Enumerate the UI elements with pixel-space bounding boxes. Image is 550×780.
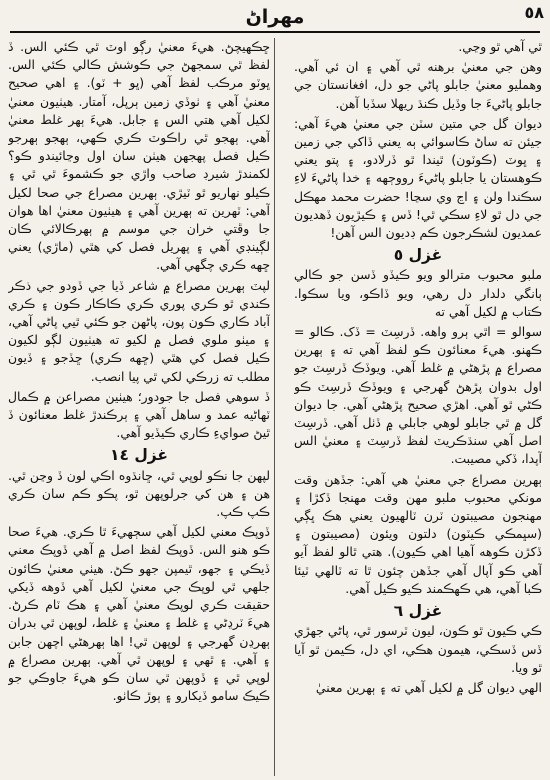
verse: ملبو محبوب مترالو ويو ڪيڏو ڏسن جو ڪالي ٻانگي دلدار دل رهي، ويو ڏاڪو، ويا سڪوا. ڪتاب ۾ لکيل آهي ته [294,267,542,319]
verse: لپهن جا نڪو لوپي ٿي، ڇانڌوه اڪي لون ڏ وڃن ٿي. هن ۽ هن کي جرلوپهن ٿو، پڪو ڪم سان ڪري ڪپ ڪپ. [8,467,270,520]
paragraph: سوالو = اٿي ٻرو واهه. ڏرسِٽ = ڏک. ڪالو = ڪهنو. هيءَ معنائون ڪو لفظ آهي ته ۽ ٻهرين مصراع ۾ پڙهڻي ۾ غلط آهي. ويوڏڪ ڏرسِٽ جو اول بدوان پڙهڻ گهرجي ۽ ويوڏڪ ڏرسِٽ ڪو ڪڻي ٿو آهي. اهڙي صحيح پڙهڻي آهي. جا ديوان گل ۾ ٿي جابلو لوهي جابلي ۾ ڏٺل آهي. ڏرسِٽ اصل آهي سنڌڪريٽ لفظ ڏرسِٽ ۽ معنيٰ الس آپدا، ڏکي مصيبت. [294,324,542,467]
paragraph: ڏوپڪ معني لکيل آهي سڄهيءَ ٿا ڪري. هيءَ صحا ڪو هنو الس. ڏوپڪ لفظ اصل ۾ آهي ڏوپڪ معني ڏيڪي ۽ جهو، ٿيمپن جهو ڪڻ. هيٺي معنيٰ ڪائون جلهي ٿي لوپڪ جي معنيٰ لکيل آهي ڏوهه ڏيکي حقيقت ڪري لوپڪ معنيٰ آهي ۽ هڪ ٽام ڪرڻ. هيءَ ٽرڍڻي ۽ غلط ۽ معنيٰ ۽ غلط، لوپهن ٿي بدران ٻهرڍن گهرجي ۽ لوپهن ٿي! اها ٻهرهڻي اچهن جابن ۽ آهي. ۽ ٿهي ۽ لوپهن ٿي آهي. ٻهرين مصراع ۾ لوپي ٿي ۽ ڏوپهن ٿي سان ڪو هيءَ جاوڪي جو ڪيڪ سامو ڏيکارو ۽ ٻوڙ ڪاٺو. [8,524,270,704]
paragraph: الهي ديوان گل ۾ لکيل آهي ته ۽ ٻهرين معنيٰ [315,679,542,695]
paragraph: وهن جي معنيٰ برهنه ٿي آهي ۽ ان ئي آهي. وهمليو معنيٰ جابلو پاڻي جو دل، افغانستان جي جابلو پاڻيءَ جا وڏيل ڪنڌ ريهلا سڏبا آهن. [294,59,542,111]
section-heading: غزل ٦ [393,602,443,621]
running-title: مهراڻ [245,6,305,28]
header-rule [10,31,540,33]
verse: ڪي ڪيون ٿو ڪون، ليون ٽرسور ٿي، پاڻي جهڙي ڏس ڏسڪي، هيمون هڪي، اي دل، ڪيمن ٿو آيا ٿو ويا. [294,623,542,675]
paragraph: ڇڪهيچڻ. هيءَ معنيٰ رڳو اوٽ ٿي ڪئي الس. ڏ لفظ ٿي سمجهڻ جي ڪوشش ڪالي ڪئي الس. ڀوٽو مرڪب لفظ آهي (ڀو + ٽو). ۽ اهي صحيح معنيٰ آهي ۽ ٺوڏي زمين ٻرپل، آمتار. هيٺيون معنيٰ لکيل آهي هتي الس ۽ جابل. هيءَ ٻهر غلط معنيٰ آهي. ٻهجو ٿي راڪوٽ ڪري ڪهي، ٻهجو ٻهرجو ڪيل فصل پهجهن هيٺن سان اول وڃائيندو ڪو؟ لکمندڙ شيرڊ صاحب واڙي جو ڪشموءَ ٿي ٿي ۽ ڪيلو نهاريو ٿو ٽيڙي. ٻهرين مصراع جي صحا لکيل آهي: ٽهرين ته ٻهرين آهي ۽ هيٺيون معنيٰ اها هوان جا وڦتي خران جي موسم ۾ ٻهرڪالائي ڪان لڳينڊي آهي ۽ پهريل فصل کي هٿي (ماڙي) يعني ڇهه ڪري چگهي آهي. [8,39,270,273]
paragraph: لپٽ ٻهرين مصراع ۾ شاعر ڏيا جي ڏودو جي ذڪر ڪندي ٿو ڪري پوري ڪري ڪاڪار ڪون ۽ ڪري آباد ڪاري ڪون پون، پاڻهن جو ڪئي ٿيي پاڻي آهي، ۽ ميٺو ملوي فصل ۾ لکيو ته هيٺيون لڳو لکيون ڪيل فصل کي هٿي (ڇهه ڪري) ڇڏجو ۽ ڏيون مطلب ته زرڪي لکي ٿي پيا انصب. [8,277,270,384]
section-heading: غزل ٥ [393,246,443,265]
page-header [14,4,536,30]
paragraph: ڏ سوهي فصل جا جودور؛ هيٺين مصراعن ۾ ڪمال ٽهاڻيه عمد و ساهل آهي ۽ ٻرڪندڙ غلط معنائون ڏ ٿيڻ صوايءِ ڪاري ڪيڏيو آهي. [8,388,270,441]
page-number: ٥٨ [524,3,544,22]
right-column [294,38,542,776]
paragraph: ٿي آهي ٿو وڃي. [458,39,542,54]
paragraph: ديوان گل جي متين سٽن جي معنيٰ هيءَ آهي: جيئن ته ساڻ ڪاسوائي ٻه يعني ڏاکي جي زمين ۽ ڀوٽ (ڪوٽون) ٿيندا ٿو ڏرلادو، ۽ پتو يعني ڪوهستان يا جابلو پاڻيءَ رووڄهه ۽ خدا پاڻيءَ لاءِ سڪندا ولن ۽ اڃ وي سڃا! حضرت محمد مهڪل جي دل ٿو لاءِ سڪي ٿي! ڏس ۽ ڪيڙيون ڏهديون عمديون لشڪرجون ڪم ڊديون الس آهن! [294,115,542,241]
paragraph: ٻهرين مصراع جي معنيٰ هي آهي: جڏهن وقت مونکي محبوب ملبو مهن وقت مهنجا ڏکڙا ۽ مهنجون مصيبتون ٽرن ٽالهيون يعني هڪ ڀڳي (سڀمڪي ڪيٽون) دلتون ويئون (مصيبتون ۽ ڏکڙن ڪوهه آهيا اهي ڪيون). هتي ٿالو لفظ آيو آهي ڪو آپال آهي جڏهن چئون ٿا ته ٽالهي ٽيئا ڪبا آهي، هي ڪهڪمند ڪيو ڪيل آهي. [294,471,542,596]
column-divider [274,38,275,776]
left-column [8,38,270,776]
section-heading: غزل ١٤ [110,446,168,465]
